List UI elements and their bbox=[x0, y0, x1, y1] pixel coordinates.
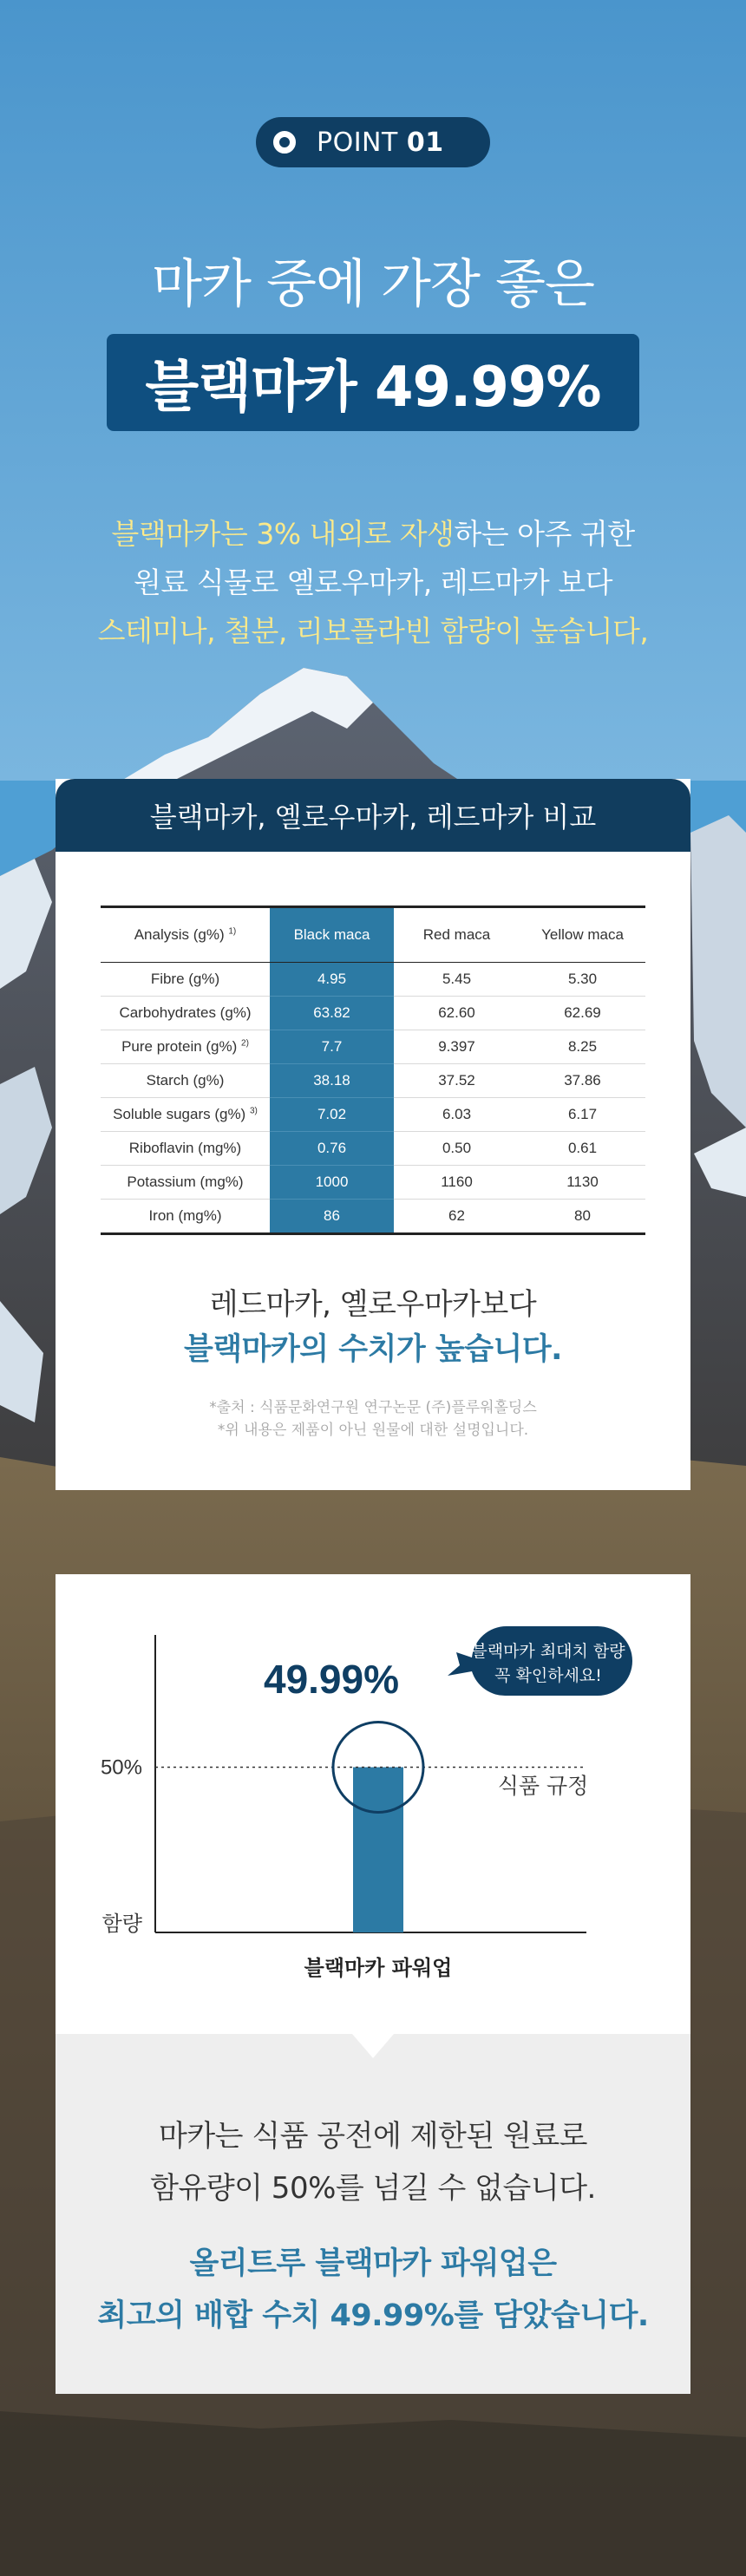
explanation-highlight bbox=[56, 2238, 690, 2342]
row-label bbox=[101, 1166, 270, 1200]
point-number: 01 bbox=[406, 127, 444, 158]
explanation-line4: 최고의 배합 수치 49.99%를 담았습니다. bbox=[97, 2298, 649, 2333]
comparison-title: 블랙마카, 옐로우마카, 레드마카 비교 bbox=[56, 779, 690, 852]
comparison-card bbox=[56, 779, 690, 1490]
col-yellow-maca: Yellow maca bbox=[520, 907, 645, 963]
row-label-text: Riboflavin (mg%) bbox=[128, 1140, 242, 1156]
intro-line1-yellow: 블랙마카는 3% 내외로 자생 bbox=[111, 517, 455, 551]
table-row bbox=[101, 1064, 645, 1098]
explanation-line3: 올리트루 블랙마카 파워업은 bbox=[189, 2246, 557, 2281]
cell-black-maca: 1000 bbox=[270, 1166, 394, 1200]
speech-bubble bbox=[448, 1626, 632, 1696]
explanation-text bbox=[56, 2110, 690, 2214]
source-note-1: *출처 : 식품문화연구원 연구논문 (주)플루워홀딩스 bbox=[209, 1399, 537, 1416]
cell-black-maca: 0.76 bbox=[270, 1132, 394, 1166]
cell-red-maca: 62.60 bbox=[394, 997, 520, 1030]
x-category-label: 블랙마카 파워업 bbox=[304, 1956, 453, 1980]
cell-red-maca: 5.45 bbox=[394, 963, 520, 997]
row-label-text: Carbohydrates (g%) bbox=[119, 1004, 252, 1021]
cell-yellow-maca: 5.30 bbox=[520, 963, 645, 997]
bar-black-maca-powerup bbox=[353, 1767, 403, 1932]
cell-black-maca: 86 bbox=[270, 1200, 394, 1234]
comparison-result-line1: 레드마카, 옐로우마카보다 bbox=[209, 1287, 537, 1322]
cell-black-maca: 63.82 bbox=[270, 997, 394, 1030]
table-row bbox=[101, 1132, 645, 1166]
bubble-line2: 꼭 확인하세요! bbox=[494, 1666, 602, 1685]
intro-line1-white: 하는 아주 귀한 bbox=[454, 517, 635, 551]
col-analysis bbox=[101, 907, 270, 963]
reference-line-note: 식품 규정 bbox=[497, 1773, 589, 1799]
row-label-text: Fibre (g%) bbox=[150, 971, 220, 987]
cell-red-maca: 62 bbox=[394, 1200, 520, 1234]
row-label bbox=[101, 963, 270, 997]
row-label-sup: 2) bbox=[241, 1038, 249, 1049]
cell-black-maca: 7.7 bbox=[270, 1030, 394, 1064]
table-row bbox=[101, 1030, 645, 1064]
circle-icon bbox=[273, 131, 296, 154]
cell-yellow-maca: 37.86 bbox=[520, 1064, 645, 1098]
cell-red-maca: 6.03 bbox=[394, 1098, 520, 1132]
point-badge bbox=[256, 117, 490, 167]
cell-red-maca: 37.52 bbox=[394, 1064, 520, 1098]
source-note-2: *위 내용은 제품이 아닌 원물에 대한 설명입니다. bbox=[217, 1422, 529, 1439]
table-row bbox=[101, 1098, 645, 1132]
row-label-text: Starch (g%) bbox=[146, 1072, 225, 1089]
col-analysis-sup: 1) bbox=[228, 926, 237, 937]
table-row bbox=[101, 1200, 645, 1234]
comparison-source-note bbox=[56, 1396, 690, 1442]
cell-yellow-maca: 80 bbox=[520, 1200, 645, 1234]
headline-highlight-box bbox=[107, 334, 639, 431]
intro-text bbox=[0, 510, 746, 656]
row-label bbox=[101, 1030, 270, 1064]
bubble-line1: 블랙마카 최대치 함량 bbox=[471, 1642, 625, 1661]
explanation-line1: 마카는 식품 공전에 제한된 원료로 bbox=[158, 2119, 588, 2154]
cell-yellow-maca: 1130 bbox=[520, 1166, 645, 1200]
comparison-result-line2: 블랙마카의 수치가 높습니다. bbox=[184, 1332, 562, 1367]
y-tick-label-50: 50% bbox=[100, 1755, 142, 1780]
intro-line3: 스테미나, 철분, 리보플라빈 함량이 높습니다, bbox=[97, 614, 649, 648]
cell-black-maca: 7.02 bbox=[270, 1098, 394, 1132]
row-label bbox=[101, 1098, 270, 1132]
intro-line2: 원료 식물로 옐로우마카, 레드마카 보다 bbox=[134, 566, 612, 599]
y-axis-label: 함량 bbox=[101, 1912, 142, 1936]
row-label-text: Iron (mg%) bbox=[148, 1207, 222, 1224]
table-row bbox=[101, 997, 645, 1030]
comparison-table bbox=[101, 906, 645, 1235]
explanation-line2: 함유량이 50%를 넘길 수 없습니다. bbox=[150, 2171, 596, 2206]
cell-yellow-maca: 62.69 bbox=[520, 997, 645, 1030]
table-header-row bbox=[101, 907, 645, 963]
headline: 마카 중에 가장 좋은 bbox=[152, 254, 594, 315]
col-analysis-label: Analysis (g%) bbox=[134, 926, 225, 943]
pointer-triangle bbox=[352, 2034, 394, 2058]
point-label-text: POINT bbox=[317, 127, 398, 158]
cell-black-maca: 4.95 bbox=[270, 963, 394, 997]
cell-black-maca: 38.18 bbox=[270, 1064, 394, 1098]
row-label bbox=[101, 1200, 270, 1234]
headline-highlight: 블랙마카 49.99% bbox=[145, 356, 601, 420]
cell-red-maca: 1160 bbox=[394, 1166, 520, 1200]
cell-yellow-maca: 0.61 bbox=[520, 1132, 645, 1166]
row-label-sup: 3) bbox=[249, 1106, 258, 1116]
row-label bbox=[101, 997, 270, 1030]
cell-red-maca: 9.397 bbox=[394, 1030, 520, 1064]
row-label-text: Soluble sugars (g%) bbox=[113, 1106, 246, 1122]
row-label bbox=[101, 1064, 270, 1098]
table-row bbox=[101, 963, 645, 997]
row-label-text: Pure protein (g%) bbox=[121, 1038, 238, 1055]
cell-yellow-maca: 8.25 bbox=[520, 1030, 645, 1064]
bar-value-label: 49.99% bbox=[263, 1657, 400, 1702]
row-label-text: Potassium (mg%) bbox=[127, 1174, 244, 1190]
table-row bbox=[101, 1166, 645, 1200]
bar-chart-card bbox=[56, 1574, 690, 2394]
col-black-maca: Black maca bbox=[270, 907, 394, 963]
point-label bbox=[317, 127, 444, 158]
cell-red-maca: 0.50 bbox=[394, 1132, 520, 1166]
content-bar-chart bbox=[56, 1574, 690, 2034]
col-red-maca: Red maca bbox=[394, 907, 520, 963]
row-label bbox=[101, 1132, 270, 1166]
cell-yellow-maca: 6.17 bbox=[520, 1098, 645, 1132]
